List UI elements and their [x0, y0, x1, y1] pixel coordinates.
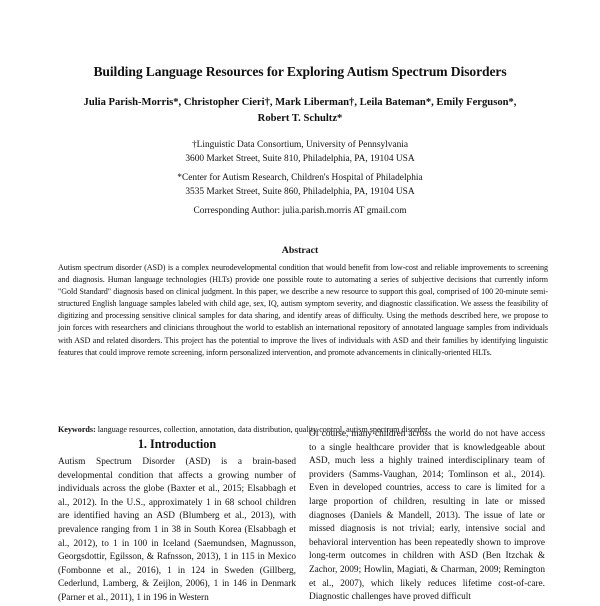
keywords-label: Keywords: [58, 425, 96, 434]
affiliation-ldc-address: 3600 Market Street, Suite 810, Philadelphia, PA, 19104 USA [185, 153, 415, 164]
author-list [60, 95, 540, 127]
affiliation-car-address: 3535 Market Street, Suite 860, Philadelphia, PA, 19104 USA [185, 186, 415, 197]
body-column-left [58, 456, 296, 606]
affiliation-ldc [0, 139, 600, 166]
authors-line-1: Julia Parish-Morris*, Christopher Cieri†, Mark Liberman†, Leila Bateman*, Emily Ferguson*, [83, 97, 517, 108]
authors-line-2: Robert T. Schultz* [257, 113, 343, 124]
body-column-right [309, 428, 545, 605]
intro-paragraph-2: Of course, many children across the world do not have access to a single healthcare provider that is knowledgeable about ASD, much less a highly trained interdisciplinary team of providers (Samms-Vaughan, 2014; Tomlinson et al., 2014). Even in developed countries, access to care is limited for a large proportion of children, resulting in late or missed diagnoses (Daniels & Mandell, 2013). The issue of late or missed diagnosis is not trivial; early, intensive social and behavioral intervention has been repeatedly shown to improve long-term outcomes in children with ASD (Ben Itzchak & Zachor, 2009; Howlin, Magiati, & Charman, 2009; Remington et al., 2007), which likely reduces lifetime cost-of-care. Diagnostic challenges have proved difficult [309, 429, 545, 603]
abstract-text: Autism spectrum disorder (ASD) is a complex neurodevelopmental condition that would benefit from low-cost and reliable improvements to screening and diagnosis. Human language technologies (HLTs) provide one possible route to automating a series of subjective decisions that currently inform "Gold Standard" diagnosis based on clinical judgment. In this paper, we describe a new resource to support this goal, comprised of 100 20-minute semi-structured English language samples labeled with child age, sex, IQ, autism symptom severity, and diagnostic classification. We assess the feasibility of digitizing and processing sensitive clinical samples for data sharing, and identify areas of difficulty. Using the methods described here, we propose to join forces with researchers and clinicians throughout the world to establish an international repository of annotated language samples from individuals with ASD and related disorders. This project has the potential to improve the lives of individuals with ASD and their families by identifying linguistic features that could improve remote screening, inform personalized intervention, and promote advancements in clinically-oriented HLTs. [58, 263, 548, 357]
affiliation-car [0, 172, 600, 199]
section-heading-introduction: 1. Introduction [137, 437, 217, 451]
abstract-heading: Abstract [281, 245, 319, 256]
corresponding-author: Corresponding Author: julia.parish.morris AT gmail.com [193, 206, 407, 216]
paper-title: Building Language Resources for Exploring Autism Spectrum Disorders [93, 64, 507, 79]
affiliation-ldc-name: †Linguistic Data Consortium, University of Pennsylvania [191, 140, 409, 150]
intro-paragraph-1: Autism Spectrum Disorder (ASD) is a brain-based developmental condition that affects a growing number of individuals across the globe (Baxter et al., 2015; Elsabbagh et al., 2012). In the U.S., approximately 1 in 68 school children are identified having an ASD (Blumberg et al., 2013), with prevalence ranging from 1 in 38 in South Korea (Elsabbagh et al., 2012), to 1 in 100 in Iceland (Saemundsen, Magnusson, Georgsdottir, Egilsson, & Rafnsson, 2013), 1 in 115 in Mexico (Fombonne et al., 2016), 1 in 124 in Sweden (Gillberg, Cederlund, Lamberg, & Zeijlon, 2006), 1 in 146 in Denmark (Parner et al., 2011), 1 in 196 in Western [58, 457, 296, 603]
keywords-text: language resources, collection, annotation, data distribution, quality control, autism spectrum disorder [97, 425, 428, 434]
affiliation-car-name: *Center for Autism Research, Children's Hospital of Philadelphia [177, 173, 423, 183]
